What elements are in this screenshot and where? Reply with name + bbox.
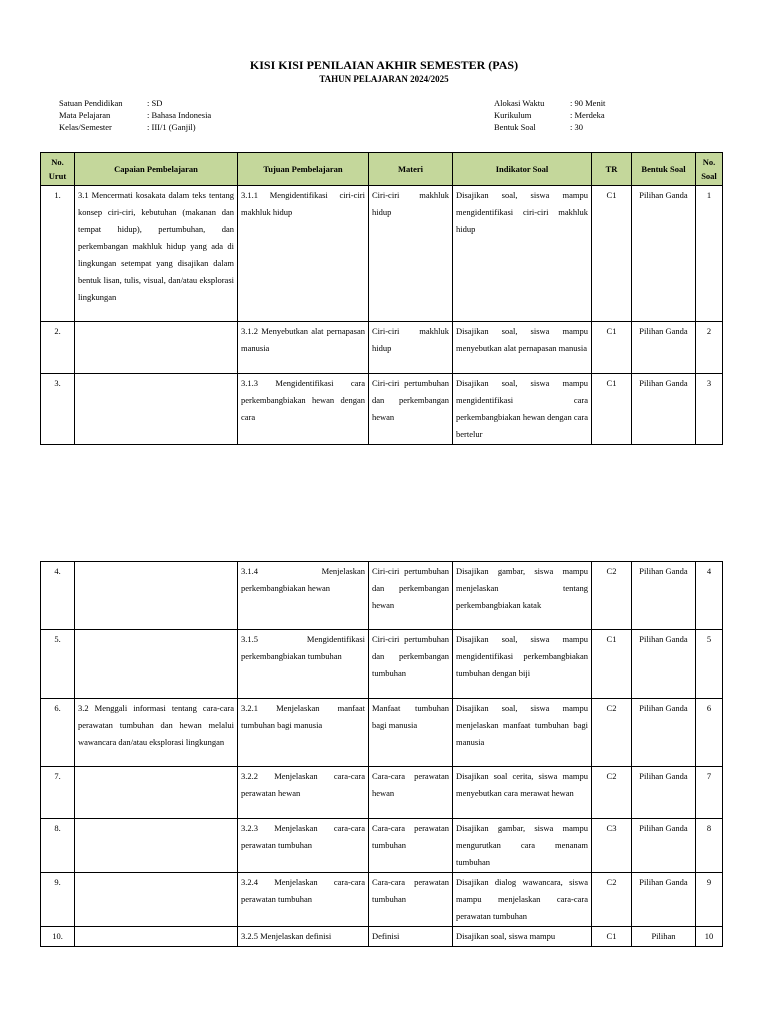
cell-indikator: Disajikan soal, siswa mampu menjelaskan manfaat tumbuhan bagi manusia <box>453 699 592 767</box>
info-label: Satuan Pendidikan <box>59 98 123 108</box>
document-subtitle: TAHUN PELAJARAN 2024/2025 <box>319 74 449 84</box>
cell-indikator: Disajikan soal, siswa mampu <box>453 927 592 947</box>
cell-materi: Manfaat tumbuhan bagi manusia <box>369 699 453 767</box>
cell-indikator: Disajikan soal cerita, siswa mampu menyebutkan cara merawat hewan <box>453 767 592 819</box>
cell-capaian <box>75 374 238 445</box>
cell-bentuk: Pilihan Ganda <box>632 186 696 322</box>
cell-bentuk: Pilihan Ganda <box>632 699 696 767</box>
col-header-tr: TR <box>592 153 632 186</box>
cell-bentuk: Pilihan Ganda <box>632 873 696 927</box>
col-header-capaian: Capaian Pembelajaran <box>75 153 238 186</box>
identity-info-left <box>59 97 211 133</box>
cell-bentuk: Pilihan Ganda <box>632 767 696 819</box>
cell-materi: Cara-cara perawatan tumbuhan <box>369 873 453 927</box>
cell-bentuk: Pilihan Ganda <box>632 630 696 699</box>
cell-tr: C1 <box>592 322 632 374</box>
cell-capaian <box>75 819 238 873</box>
table-row <box>41 873 723 927</box>
cell-tujuan: 3.1.5 Mengidentifikasi perkembangbiakan tumbuhan <box>238 630 369 699</box>
cell-soal: 4 <box>696 562 723 630</box>
cell-soal: 8 <box>696 819 723 873</box>
document-title: KISI KISI PENILAIAN AKHIR SEMESTER (PAS) <box>249 58 519 72</box>
cell-tujuan: 3.1.3 Mengidentifikasi cara perkembangbiakan hewan dengan cara <box>238 374 369 445</box>
cell-no: 2. <box>41 322 75 374</box>
cell-capaian <box>75 562 238 630</box>
cell-bentuk: Pilihan Ganda <box>632 374 696 445</box>
cell-soal: 6 <box>696 699 723 767</box>
cell-soal: 1 <box>696 186 723 322</box>
info-value: : Bahasa Indonesia <box>147 110 212 120</box>
cell-no: 9. <box>41 873 75 927</box>
table-row <box>41 819 723 873</box>
cell-tujuan: 3.2.4 Menjelaskan cara-cara perawatan tumbuhan <box>238 873 369 927</box>
cell-no: 6. <box>41 699 75 767</box>
header-row <box>41 153 723 186</box>
col-header-indikator: Indikator Soal <box>453 153 592 186</box>
col-header-no-urut: No. Urut <box>41 153 75 186</box>
table-row <box>41 927 723 947</box>
cell-indikator: Disajikan gambar, siswa mampu menjelaskan tentang perkembangbiakan katak <box>453 562 592 630</box>
cell-capaian: 3.2 Menggali informasi tentang cara-cara perawatan tumbuhan dan hewan melalui wawancara dan/atau eksplorasi lingkungan <box>75 699 238 767</box>
info-row <box>494 97 605 109</box>
info-label: Alokasi Waktu <box>494 98 545 108</box>
info-label: Mata Pelajaran <box>59 110 111 120</box>
table-row <box>41 630 723 699</box>
col-header-materi: Materi <box>369 153 453 186</box>
cell-indikator: Disajikan gambar, siswa mampu mengurutkan cara menanam tumbuhan <box>453 819 592 873</box>
info-row <box>59 121 211 133</box>
cell-capaian <box>75 767 238 819</box>
cell-tr: C1 <box>592 186 632 322</box>
cell-materi: Ciri-ciri pertumbuhan dan perkembangan hewan <box>369 374 453 445</box>
cell-tr: C1 <box>592 927 632 947</box>
info-row <box>494 121 605 133</box>
info-label: Kelas/Semester <box>59 122 112 132</box>
identity-info-right <box>494 97 605 133</box>
cell-tujuan: 3.1.1 Mengidentifikasi ciri-ciri makhluk hidup <box>238 186 369 322</box>
cell-no: 1. <box>41 186 75 322</box>
cell-capaian <box>75 630 238 699</box>
grid-table-page-2 <box>40 561 723 947</box>
cell-tr: C1 <box>592 630 632 699</box>
cell-tr: C2 <box>592 562 632 630</box>
cell-bentuk: Pilihan <box>632 927 696 947</box>
info-row <box>494 109 605 121</box>
grid-table-page-1 <box>40 152 723 445</box>
cell-tr: C2 <box>592 873 632 927</box>
cell-tujuan: 3.1.4 Menjelaskan perkembangbiakan hewan <box>238 562 369 630</box>
info-value: : III/1 (Ganjil) <box>147 122 196 132</box>
table-row <box>41 767 723 819</box>
info-value: : 30 <box>570 122 583 132</box>
cell-soal: 5 <box>696 630 723 699</box>
cell-tujuan: 3.1.2 Menyebutkan alat pernapasan manusia <box>238 322 369 374</box>
cell-soal: 9 <box>696 873 723 927</box>
col-header-tujuan: Tujuan Pembelajaran <box>238 153 369 186</box>
table-row <box>41 322 723 374</box>
cell-materi: Ciri-ciri makhluk hidup <box>369 322 453 374</box>
cell-no: 7. <box>41 767 75 819</box>
table-row <box>41 562 723 630</box>
cell-tujuan: 3.2.1 Menjelaskan manfaat tumbuhan bagi manusia <box>238 699 369 767</box>
cell-no: 3. <box>41 374 75 445</box>
cell-tr: C2 <box>592 699 632 767</box>
info-value: : Merdeka <box>570 110 605 120</box>
cell-tujuan: 3.2.2 Menjelaskan cara-cara perawatan hewan <box>238 767 369 819</box>
cell-bentuk: Pilihan Ganda <box>632 322 696 374</box>
cell-indikator: Disajikan soal, siswa mampu mengidentifikasi cara perkembangbiakan hewan dengan cara bertelur <box>453 374 592 445</box>
cell-tujuan: 3.2.5 Menjelaskan definisi <box>238 927 369 947</box>
info-value: : 90 Menit <box>570 98 606 108</box>
cell-soal: 10 <box>696 927 723 947</box>
cell-soal: 7 <box>696 767 723 819</box>
cell-indikator: Disajikan soal, siswa mampu menyebutkan alat pernapasan manusia <box>453 322 592 374</box>
col-header-no-soal: No. Soal <box>696 153 723 186</box>
cell-bentuk: Pilihan Ganda <box>632 819 696 873</box>
info-value: : SD <box>147 98 163 108</box>
info-label: Kurikulum <box>494 110 532 120</box>
info-row <box>59 109 211 121</box>
cell-capaian: 3.1 Mencermati kosakata dalam teks tentang konsep ciri-ciri, kebutuhan (makanan dan tempat hidup), pertumbuhan, dan perkembangan makhluk hidup yang ada di lingkungan setempat yang disajikan dalam bentuk lisan, tulis, visual, dan/atau eksplorasi lingkungan <box>75 186 238 322</box>
info-row <box>59 97 211 109</box>
cell-tr: C1 <box>592 374 632 445</box>
cell-materi: Cara-cara perawatan hewan <box>369 767 453 819</box>
cell-tr: C2 <box>592 767 632 819</box>
cell-bentuk: Pilihan Ganda <box>632 562 696 630</box>
cell-soal: 2 <box>696 322 723 374</box>
cell-indikator: Disajikan dialog wawancara, siswa mampu menjelaskan cara-cara perawatan tumbuhan <box>453 873 592 927</box>
cell-materi: Cara-cara perawatan tumbuhan <box>369 819 453 873</box>
cell-no: 10. <box>41 927 75 947</box>
cell-soal: 3 <box>696 374 723 445</box>
table-row <box>41 374 723 445</box>
cell-no: 5. <box>41 630 75 699</box>
cell-materi: Ciri-ciri pertumbuhan dan perkembangan hewan <box>369 562 453 630</box>
cell-tr: C3 <box>592 819 632 873</box>
cell-indikator: Disajikan soal, siswa mampu mengidentifikasi ciri-ciri makhluk hidup <box>453 186 592 322</box>
info-label: Bentuk Soal <box>494 122 536 132</box>
cell-capaian <box>75 873 238 927</box>
cell-materi: Ciri-ciri makhluk hidup <box>369 186 453 322</box>
table-row <box>41 186 723 322</box>
col-header-bentuk: Bentuk Soal <box>632 153 696 186</box>
cell-no: 4. <box>41 562 75 630</box>
cell-no: 8. <box>41 819 75 873</box>
cell-materi: Definisi <box>369 927 453 947</box>
cell-materi: Ciri-ciri pertumbuhan dan perkembangan tumbuhan <box>369 630 453 699</box>
cell-capaian <box>75 927 238 947</box>
table-row <box>41 699 723 767</box>
cell-indikator: Disajikan soal, siswa mampu mengidentifikasi perkembangbiakan tumbuhan dengan biji <box>453 630 592 699</box>
cell-capaian <box>75 322 238 374</box>
cell-tujuan: 3.2.3 Menjelaskan cara-cara perawatan tumbuhan <box>238 819 369 873</box>
